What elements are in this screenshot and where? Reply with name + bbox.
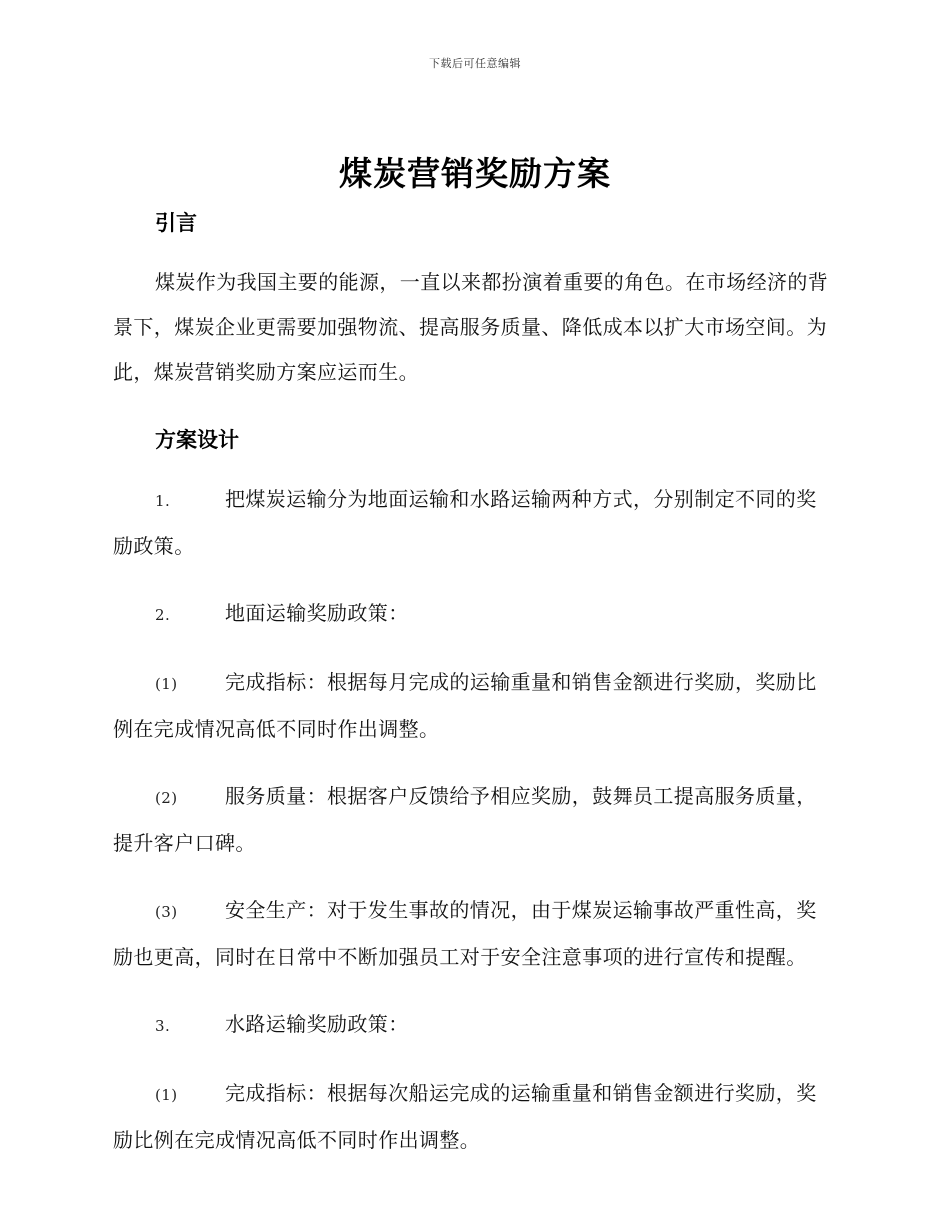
list-item [113,774,835,866]
list-item-number: 2. [155,606,171,624]
list-item-text: 完成指标：根据每次船运完成的运输重量和销售金额进行奖励，奖励比例在完成情况高低不同时作出调整。 [113,1081,817,1152]
list-item-text: 安全生产：对于发生事故的情况，由于煤炭运输事故严重性高，奖励也更高，同时在日常中不断加强员工对于安全注意事项的进行宣传和提醒。 [113,898,817,969]
list-item [113,1002,835,1049]
intro-paragraph: 煤炭作为我国主要的能源，一直以来都扮演着重要的角色。在市场经济的背景下，煤炭企业更需要加强物流、提高服务质量、降低成本以扩大市场空间。为此，煤炭营销奖励方案应运而生。 [113,270,829,384]
list-item-number: (2) [155,789,178,807]
document-body [113,200,835,1163]
list-item [113,477,835,569]
list-item [113,591,835,638]
section-heading-design: 方案设计 [155,428,239,452]
list-item-text: 完成指标：根据每月完成的运输重量和销售金额进行奖励，奖励比例在完成情况高低不同时作出调整。 [113,670,817,741]
list-item-number: (3) [155,903,178,921]
list-item-text: 地面运输奖励政策： [225,601,409,625]
list-item [113,660,835,752]
section-heading-intro: 引言 [155,211,197,235]
list-item [113,1071,835,1163]
list-item-number: (1) [155,1086,178,1104]
list-item-number: (1) [155,675,178,693]
document-title: 煤炭营销奖励方案 [339,154,611,193]
list-item [113,888,835,980]
page-header-note: 下载后可任意编辑 [429,57,521,70]
list-item-text: 水路运输奖励政策： [225,1012,409,1036]
list-item-text: 把煤炭运输分为地面运输和水路运输两种方式，分别制定不同的奖励政策。 [113,487,817,558]
list-item-number: 1. [155,492,171,510]
list-item-number: 3. [155,1017,171,1035]
list-item-text: 服务质量：根据客户反馈给予相应奖励，鼓舞员工提高服务质量，提升客户口碑。 [113,784,817,855]
